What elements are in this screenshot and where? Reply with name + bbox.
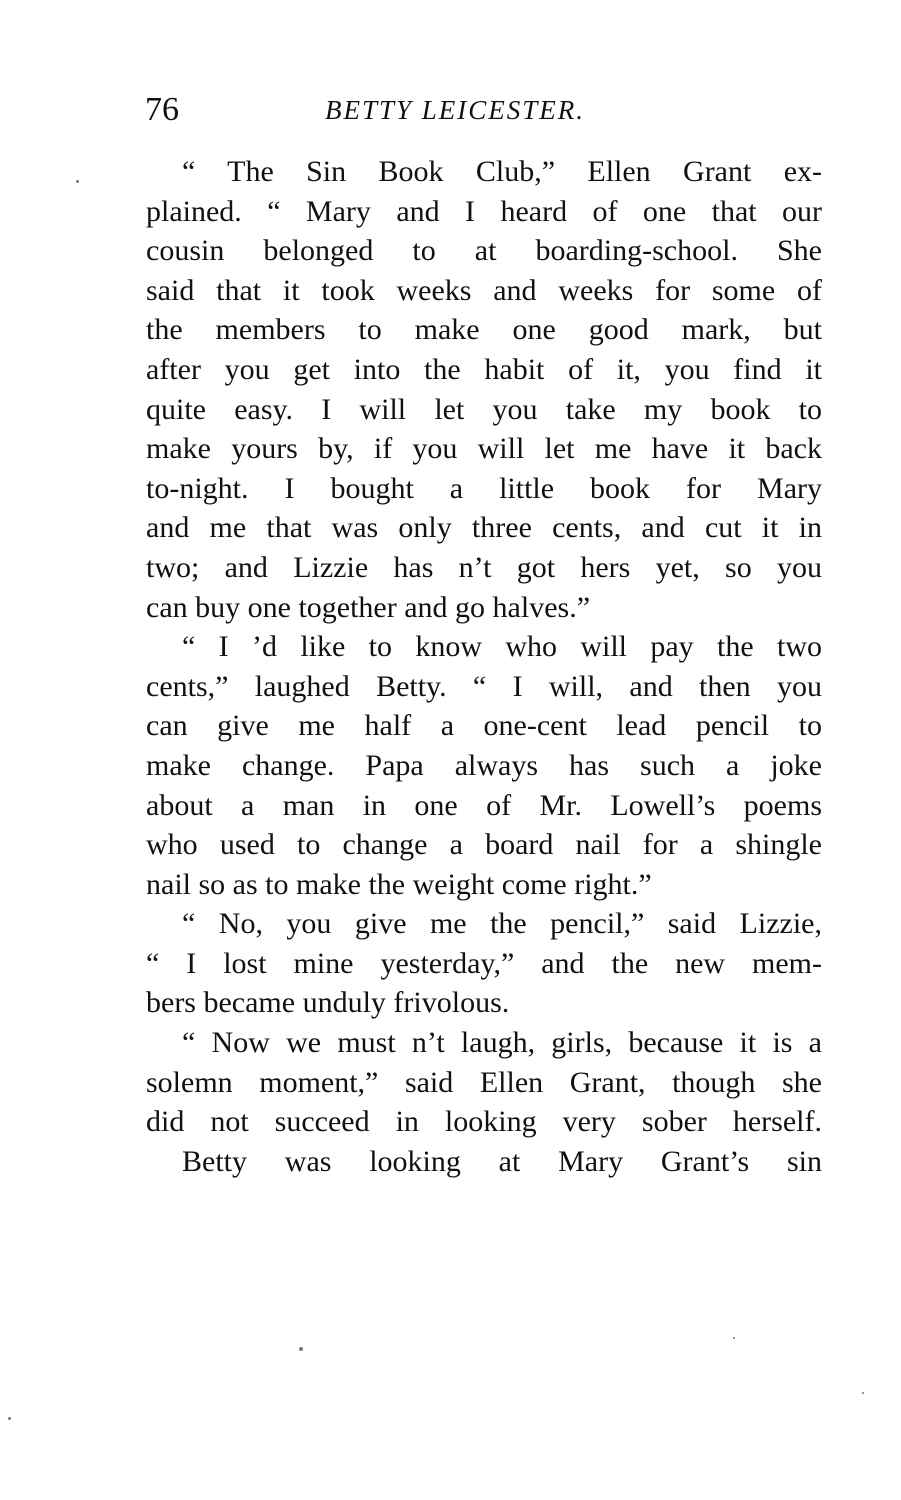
page-number: 76 (145, 91, 179, 128)
text-line: who used to change a board nail for a shingle (146, 828, 822, 862)
scan-speck (862, 1392, 864, 1394)
text-line: after you get into the habit of it, you find it (146, 352, 822, 386)
running-head: BETTY LEICESTER. (325, 95, 586, 125)
page-header (145, 88, 825, 132)
text-line: two; and Lizzie has n’t got hers yet, so you (146, 550, 822, 584)
text-line: can give me half a one-cent lead pencil to (146, 709, 822, 743)
scan-speck (8, 1417, 11, 1420)
text-line: to-night. I bought a little book for Mary (146, 471, 822, 505)
text-line: bers became unduly frivolous. (146, 986, 510, 1020)
text-line: solemn moment,” said Ellen Grant, though she (146, 1065, 822, 1099)
text-line: quite easy. I will let you take my book to (146, 392, 822, 426)
scan-speck (299, 1347, 303, 1351)
text-line: the members to make one good mark, but (146, 313, 822, 347)
body-text (146, 152, 822, 1181)
text-line: cousin belonged to at boarding-school. She (146, 234, 822, 268)
text-line: make change. Papa always has such a joke (146, 748, 822, 782)
text-line: can buy one together and go halves.” (146, 590, 591, 624)
text-line: said that it took weeks and weeks for some of (146, 273, 822, 307)
text-line: nail so as to make the weight come right.” (146, 867, 652, 901)
text-line: and me that was only three cents, and cut it in (146, 511, 822, 545)
text-line: “ I lost mine yesterday,” and the new mem- (146, 946, 822, 980)
text-line: cents,” laughed Betty. “ I will, and then you (146, 669, 822, 703)
text-line: Betty was looking at Mary Grant’s sin (182, 1144, 822, 1178)
text-line: make yours by, if you will let me have it back (146, 432, 822, 466)
scan-speck (76, 180, 79, 183)
text-line: “ I ’d like to know who will pay the two (182, 630, 822, 664)
text-line: “ Now we must n’t laugh, girls, because it is a (182, 1026, 822, 1060)
text-line: about a man in one of Mr. Lowell’s poems (146, 788, 822, 822)
text-line: plained. “ Mary and I heard of one that our (146, 194, 822, 228)
text-line: “ No, you give me the pencil,” said Lizzie, (182, 907, 822, 941)
scan-speck (733, 1337, 735, 1339)
text-line: did not succeed in looking very sober herself. (146, 1105, 822, 1139)
text-line: “ The Sin Book Club,” Ellen Grant ex- (182, 155, 822, 188)
